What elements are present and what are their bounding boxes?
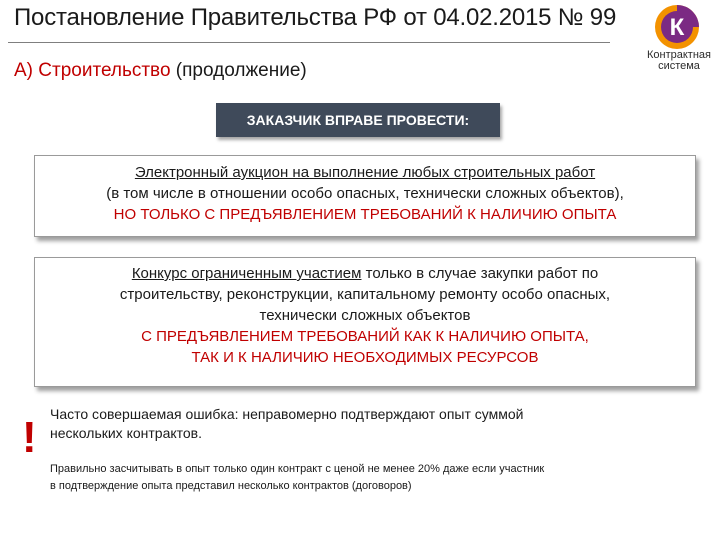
tender-line-5: ТАК И К НАЛИЧИЮ НЕОБХОДИМЫХ РЕСУРСОВ — [191, 349, 539, 366]
tender-line-1-underlined: Конкурс ограниченным участием — [131, 265, 362, 282]
correct-practice-line-1: Правильно засчитывать в опыт только один контракт с ценой не менее 20% даже если участник — [50, 463, 545, 475]
electronic-auction-box — [34, 155, 696, 237]
common-error-note — [50, 405, 523, 443]
logo-caption-line1: Контрактная — [647, 49, 711, 61]
subtitle-highlight: А) Строительство — [14, 60, 171, 81]
title-divider — [8, 42, 610, 43]
limited-tender-box — [34, 257, 696, 387]
common-error-line-1: Часто совершаемая ошибка: неправомерно подтверждают опыт суммой — [50, 406, 524, 422]
logo-k-icon — [654, 4, 700, 50]
subtitle-rest: (продолжение) — [170, 60, 307, 81]
correct-practice-note — [50, 461, 544, 495]
common-error-line-2: нескольких контрактов. — [50, 425, 203, 441]
tender-line-1-rest: только в случае закупки работ по — [361, 265, 599, 282]
page-title: Постановление Правительства РФ от 04.02.2015 № 99 — [14, 4, 617, 31]
tender-line-1 — [35, 263, 695, 284]
logo-letter: К — [669, 14, 685, 41]
auction-line-1: Электронный аукцион на выполнение любых строительных работ — [134, 164, 596, 181]
customer-rights-heading: ЗАКАЗЧИК ВПРАВЕ ПРОВЕСТИ: — [216, 103, 500, 137]
tender-line-2: строительству, реконструкции, капитальному ремонту особо опасных, — [119, 286, 611, 303]
correct-practice-line-2: в подтверждение опыта представил несколько контрактов (договоров) — [50, 480, 412, 492]
logo-caption-line2: система — [658, 60, 700, 72]
section-subtitle — [14, 60, 307, 82]
tender-line-4: С ПРЕДЪЯВЛЕНИЕМ ТРЕБОВАНИЙ КАК К НАЛИЧИЮ ОПЫТА, — [141, 328, 589, 345]
logo-caption — [640, 50, 718, 72]
auction-line-3: НО ТОЛЬКО С ПРЕДЪЯВЛЕНИЕМ ТРЕБОВАНИЙ К НАЛИЧИЮ ОПЫТА — [113, 206, 617, 223]
tender-line-3: технически сложных объектов — [259, 307, 471, 324]
logo — [640, 4, 718, 74]
auction-line-2: (в том числе в отношении особо опасных, технически сложных объектов), — [106, 185, 624, 202]
warning-icon: ! — [22, 413, 37, 462]
